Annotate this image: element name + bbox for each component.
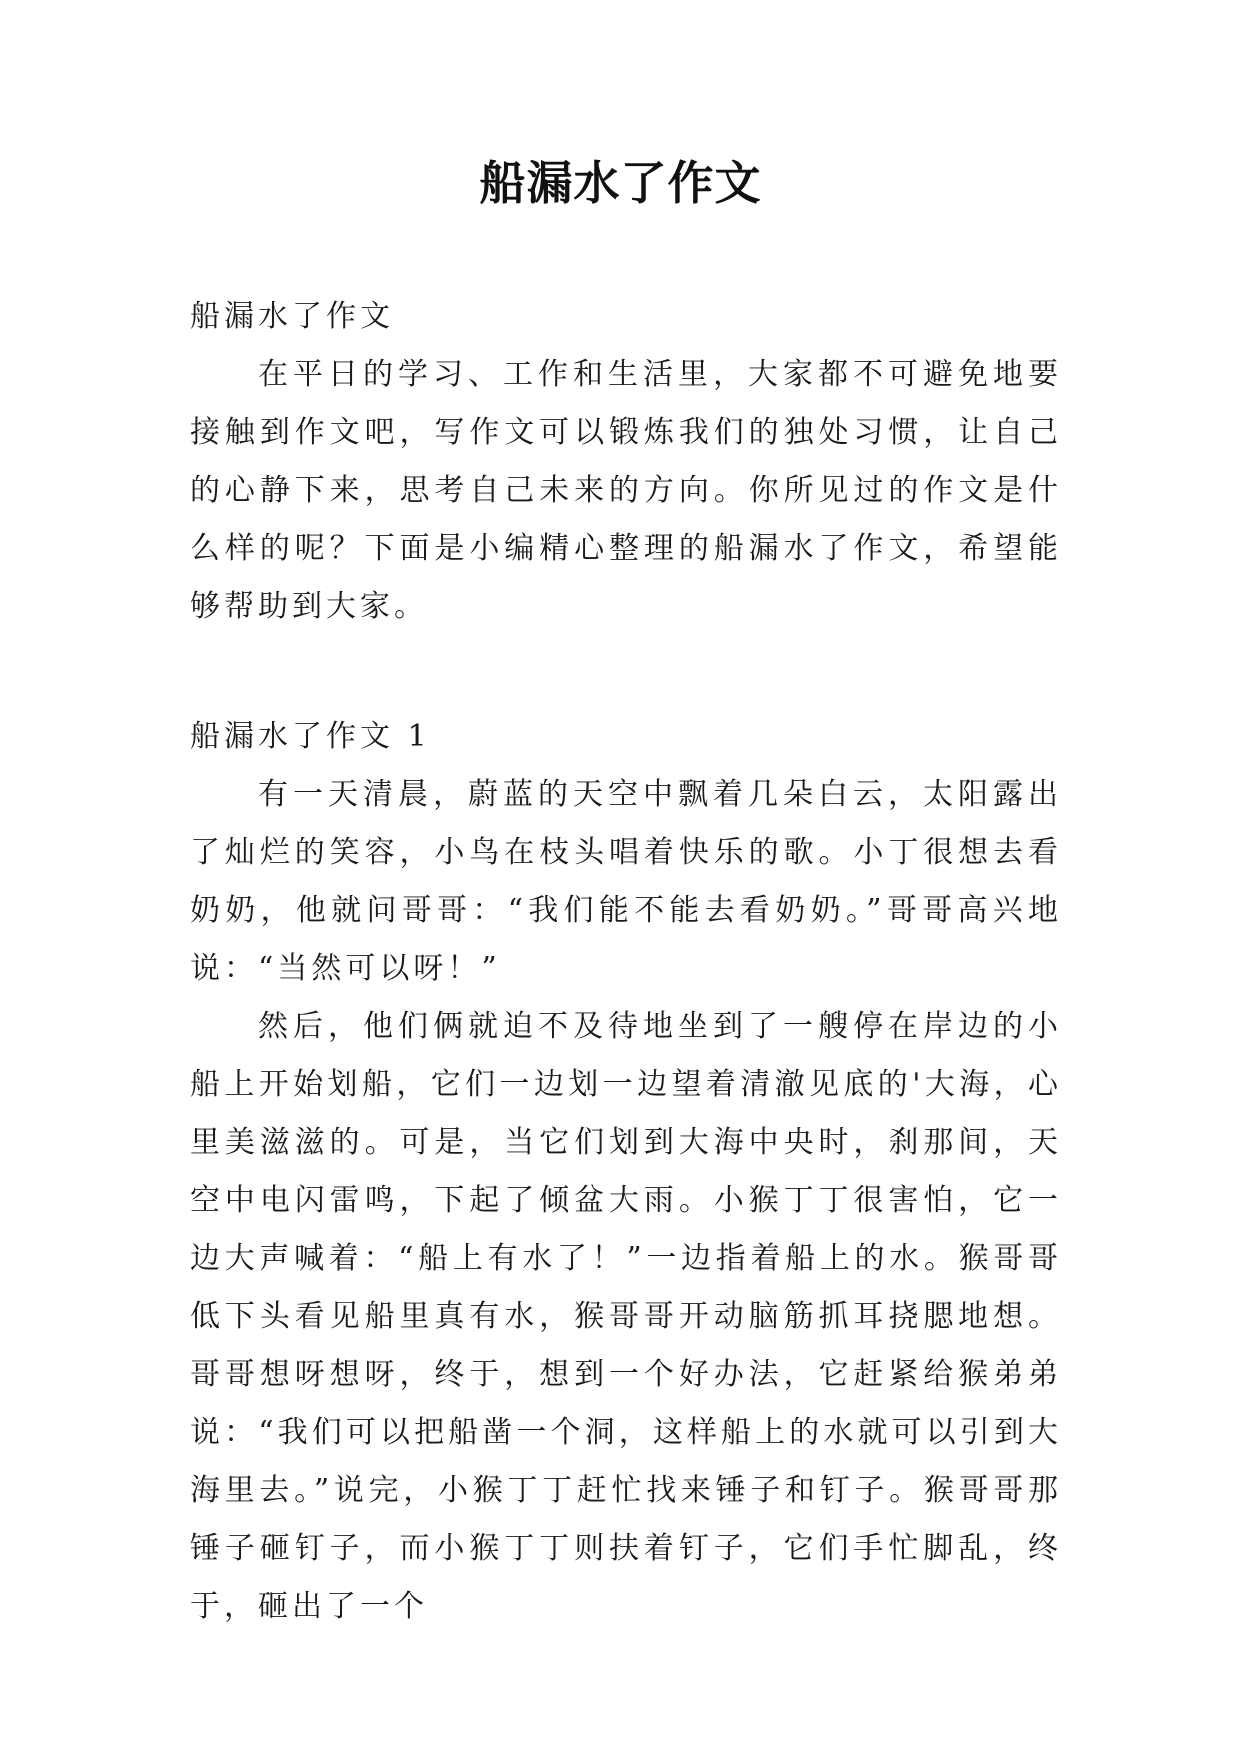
section1-paragraph-2: 然后，他们俩就迫不及待地坐到了一艘停在岸边的小船上开始划船，它们一边划一边望着清澈见底的'大海，心里美滋滋的。可是，当它们划到大海中央时，刹那间，天空中电闪雷鸣，下起了倾盆大雨。小猴丁丁很害怕，它一边大声喊着：“船上有水了！”一边指着船上的水。猴哥哥低下头看见船里真有水，猴哥哥开动脑筋抓耳挠腮地想。哥哥想呀想呀，终于，想到一个好办法，它赶紧给猴弟弟说：“我们可以把船凿一个洞，这样船上的水就可以引到大海里去。”说完，小猴丁丁赶忙找来锤子和钉子。猴哥哥那锤子砸钉子，而小猴丁丁则扶着钉子，它们手忙脚乱，终于，砸出了一个 xyxy=(190,1009,1062,1624)
intro-paragraph: 在平日的学习、工作和生活里，大家都不可避免地要接触到作文吧，写作文可以锻炼我们的独处习惯，让自己的心静下来，思考自己未来的方向。你所见过的作文是什么样的呢？下面是小编精心整理的船漏水了作文，希望能够帮助到大家。 xyxy=(190,357,1062,624)
document-title: 船漏水了作文 xyxy=(479,156,762,210)
section1-paragraph-1: 有一天清晨，蔚蓝的天空中飘着几朵白云，太阳露出了灿烂的笑容，小鸟在枝头唱着快乐的歌。小丁很想去看奶奶，他就问哥哥：“我们能不能去看奶奶。”哥哥高兴地说：“当然可以呀！” xyxy=(190,777,1062,986)
section-spacer xyxy=(190,636,1062,708)
document-body xyxy=(190,288,1062,1636)
intro-heading: 船漏水了作文 xyxy=(190,299,394,334)
section1-heading: 船漏水了作文 1 xyxy=(190,719,431,754)
